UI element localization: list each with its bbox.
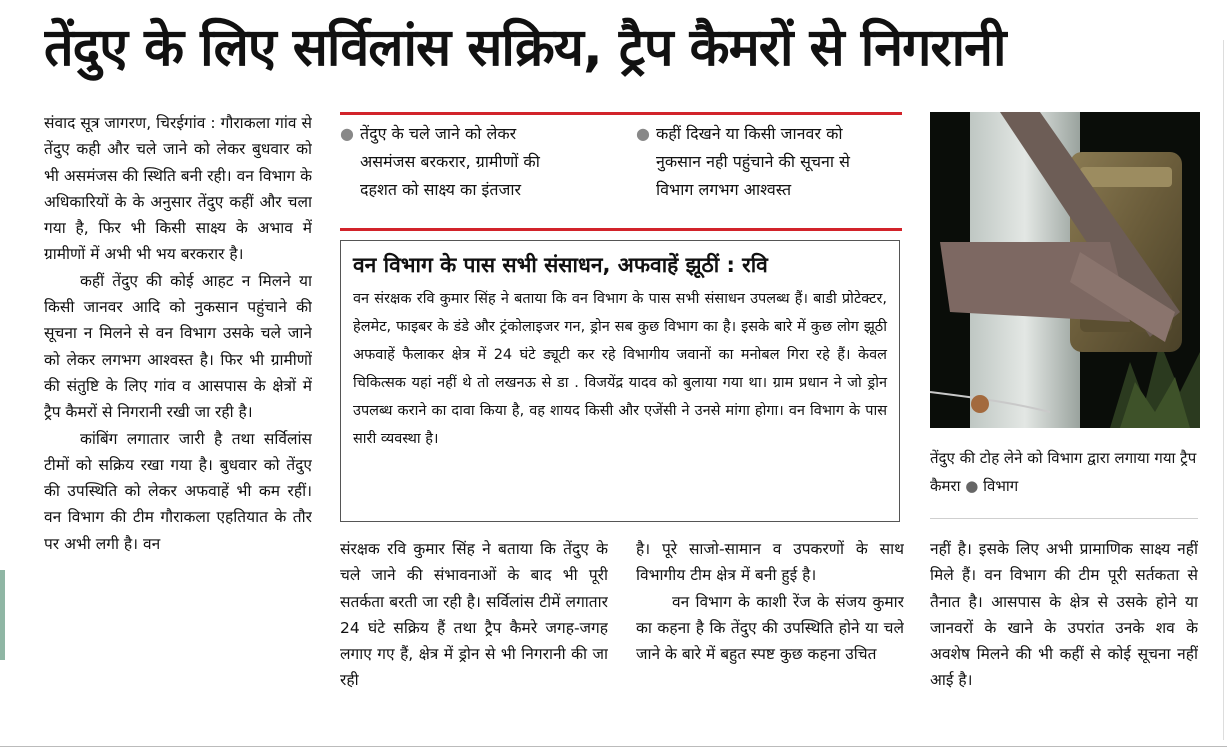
camera-image <box>930 112 1200 428</box>
paragraph: नहीं है। इसके लिए अभी प्रामाणिक साक्ष्य नहीं मिले हैं। वन विभाग की टीम पूरी सर्तकता से तैनात है। आसपास के क्षेत्र से उसके होने या जानवरों के खाने के उपरांत उनके शव के अवशेष मिलने की भी कहीं से कोई सूचना नहीं आई है। <box>930 540 1198 690</box>
top-red-rule <box>340 112 902 115</box>
paragraph: कांबिंग लगातार जारी है तथा सर्विलांस टीमों को सक्रिय रखा गया है। बुधवार को तेंदुए की उपस्थिति को लेकर अफवाहें भी कम रहीं। वन विभाग की टीम गौराकला एहतियात के तौर पर अभी लगी है। वन <box>44 429 312 553</box>
box-body: वन संरक्षक रवि कुमार सिंह ने बताया कि वन विभाग के पास सभी संसाधन उपलब्ध हैं। बाडी प्रोटेक्टर, हेलमेट, फाइबर के डंडे और ट्रंकोलाइजर गन, ड्रोन सब कुछ विभाग का है। इसके बारे में कुछ लोग झूठी अफवाहें फैलाकर क्षेत्र में 24 घंटे ड्यूटी कर रहे विभागीय जवानों का मनोबल गिरा रहे हैं। केवल चिकित्सक यहां नहीं थे तो लखनऊ से डा . विजयेंद्र यादव को बुलाया गया था। ग्राम प्रधान ने जो ड्रोन उपलब्ध कराने का दावा किया है, वह शायद किसी और एजेंसी ने उनसे मांगा होगा। वन विभाग के पास सारी व्यवस्था है। <box>353 291 887 447</box>
paragraph: है। पूरे साजो-सामान व उपकरणों के साथ विभागीय टीम क्षेत्र में बनी हुई है। <box>636 540 904 585</box>
paragraph: कहीं तेंदुए की कोई आहट न मिलने या किसी जानवर आदि को नुकसान पहुंचाने की सूचना न मिलने से वन विभाग उसके चले जाने को लेकर लगभग आश्वस्त है। फिर भी ग्रामीणों की संतुष्टि के लिए गांव व आसपास के क्षेत्रों में ट्रैप कैमरों से निगरानी रखी जा रही है। <box>44 271 312 422</box>
headline: तेंदुए के लिए सर्विलांस सक्रिय, ट्रैप कैमरों से निगरानी <box>44 18 1006 78</box>
caption-text: तेंदुए की टोह लेने को विभाग द्वारा लगाया गया ट्रैप कैमरा <box>930 449 1197 495</box>
sidebar-story-box <box>340 240 900 522</box>
bottom-red-rule <box>340 228 902 231</box>
article-column-2 <box>340 536 608 740</box>
box-title: वन विभाग के पास सभी संसाधन, अफवाहें झूठीं : रवि <box>353 253 768 277</box>
photo-caption <box>930 444 1205 500</box>
paragraph: वन विभाग के काशी रेंज के संजय कुमार का कहना है कि तेंदुए की उपस्थिति होने या चले जाने के बारे में बहुत स्पष्ट कुछ कहना उचित <box>636 592 904 664</box>
paragraph: संवाद सूत्र जागरण, चिरईगांव : गौराकला गांव से तेंदुए कही और चले जाने को लेकर बुधवार को भी असमंजस की स्थिति बनी रही। वन विभाग के अधिकारियों के के अनुसार तेंदुए कहीं और चला गया है, फिर भी किसी साक्ष्य के अभाव में ग्रामीणों में अभी भी भय बरकरार है। <box>44 114 312 264</box>
bullet-icon: ● <box>636 124 650 143</box>
caption-divider <box>930 518 1198 519</box>
paragraph: संरक्षक रवि कुमार सिंह ने बताया कि तेंदुए के चले जाने की संभावनाओं के बाद भी पूरी सतर्कता बरती जा रही है। सर्विलांस टीमें लगातार 24 घंटे सक्रिय हैं तथा ट्रैप कैमरे जगह-जगह लगाए गए हैं, क्षेत्र में ड्रोन से भी निगरानी की जा रही <box>340 540 608 690</box>
bullet-icon: ● <box>340 124 354 143</box>
left-edge-fragment <box>0 570 5 660</box>
article-column-3 <box>636 536 904 740</box>
article-column-1 <box>44 110 312 740</box>
highlight-right: ● कहीं दिखने या किसी जानवर को नुकसान नही पहुंचाने की सूचना से विभाग लगभग आश्वस्त <box>636 124 850 199</box>
trap-camera-photo <box>930 112 1200 428</box>
bottom-border <box>0 746 1227 747</box>
right-edge-rule <box>1223 40 1224 740</box>
article-column-4 <box>930 536 1198 740</box>
bullet-icon: ● <box>965 477 984 495</box>
highlight-left: ● तेंदुए के चले जाने को लेकर असमंजस बरकरार, ग्रामीणों की दहशत को साक्ष्य का इंतजार <box>340 124 540 199</box>
photo-credit: विभाग <box>983 477 1019 495</box>
